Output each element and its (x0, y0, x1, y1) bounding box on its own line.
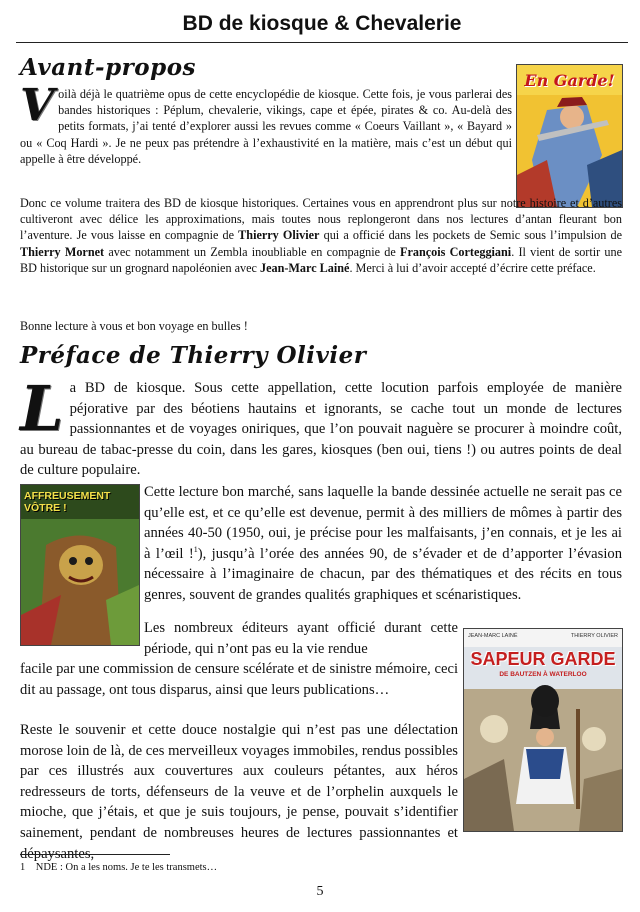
preface-p2-text: Cette lecture bon marché, sans laquelle la bande dessinée actuelle ne serait pas ce qu’elle est, et ce qu’elle est devenue, permit à des milliers de mômes à partir des années 40-50 (1950, oui, je précise pour les malfaisants, j’en connais, et je les ai à l’œil ! (144, 484, 622, 562)
preface-p2-text-b: ), jusqu’à l’orée des années 90, de s’évader et de d’apporter l’évasion nécessaire à l’imaginaire de chacun, par des thématiques et des récits en tous genres, souvent de grandes qualités graphiques et scénaristiques. (144, 545, 622, 603)
footnote-ref: 1 (193, 544, 198, 554)
avant-propos-dropcap: V (20, 80, 55, 131)
page-number: 5 (316, 884, 324, 899)
preface-dropcap: L (20, 372, 64, 445)
cover-en-garde (516, 64, 623, 208)
cover-sapeur-author1: JEAN-MARC LAINÉ (468, 633, 518, 639)
cover-en-garde-title: En Garde! (524, 71, 615, 90)
preface-p4: Reste le souvenir et cette douce nostalgie qui n’est pas une délectation morose loin de là, de ces merveilleux voyages immobiles, rendus possibles par ces illustrés aux couvertures aux couleurs pétantes, aux héros redresseurs de torts, défenseurs de la veuve et de l’orphelin auxquels le mioche, que j’étais, et que je suis toujours, je pense, pouvait s’identifier sainement, pendant de nombreuses heures de lectures passionnantes et dépaysantes, (20, 722, 458, 862)
preface-p1-text: a BD de kiosque. Sous cette appellation, cette locution parfois employée de manière péjorative par des béotiens hautains et ignorants, se cache tout un monde de lectures passionnantes et de voyages oniriques, que l’on pouvait naguère se procurer à moindre coût, au bureau de tabac-presse du coin, dans les gares, kiosques (ben oui, tiens !) ou autres points de deal de culture populaire. (20, 380, 622, 479)
footnote-rule (20, 854, 170, 855)
header-rule (16, 42, 628, 43)
name-thierry-mornet: Thierry Mornet (20, 244, 105, 259)
preface-p2 (144, 482, 622, 606)
avant-propos-p2-b: qui a officié dans les pockets de Semic sous l’impulsion de (319, 228, 623, 243)
cover-affreusement-title: AFFREUSEMENT VÔTRE ! (24, 490, 111, 514)
avant-propos-p3: Bonne lecture à vous et bon voyage en bulles ! (20, 319, 248, 333)
name-francois-corteggiani: François Corteggiani (400, 244, 512, 259)
cover-sapeur-title: SAPEUR GARDE (470, 649, 616, 669)
avant-propos-p1 (20, 80, 512, 167)
avant-propos-title: Avant-propos (20, 54, 196, 81)
preface-p3a: Les nombreux éditeurs ayant officié durant cette période, qui n’ont pas eu la vie rendue (144, 620, 458, 657)
cover-sapeur-subtitle: DE BAUTZEN À WATERLOO (499, 671, 587, 678)
avant-propos-p2-e: . Merci à lui d’avoir accepté d’écrire cette préface. (349, 260, 596, 275)
preface-p1 (20, 372, 622, 481)
avant-propos-p2 (20, 195, 622, 276)
name-jean-marc-laine: Jean-Marc Lainé (259, 260, 350, 275)
avant-propos-p1-text: oilà déjà le quatrième opus de cette encyclopédie de kiosque. Cette fois, je vous parlerai des bandes historiques : Péplum, chevalerie, vikings, cape et épée, pirates & co. Au-delà des petits formats, j’ai tenté d’explorer aussi les revues comme « Coeurs Vaillant », « Bayard » ou « Coq Hardi ». Je ne peux pas prétendre à l’exhaustivité en la matière, mais c’est un début qui appelle à être développé. (20, 87, 512, 166)
header-title: BD de kiosque & Chevalerie (182, 12, 462, 35)
cover-affreusement (20, 484, 140, 646)
footnote-number: 1 (20, 862, 26, 873)
name-thierry-olivier: Thierry Olivier (238, 228, 320, 243)
cover-sapeur-author2: THIERRY OLIVIER (570, 633, 618, 639)
footnote-text: NDE : On a les noms. Je te les transmets… (35, 862, 218, 873)
avant-propos-p2-a: Donc ce volume traitera des BD de kiosque historiques. Certaines vous en apprendront plus sur notre histoire et d’autres cultiveront avec délice les approximations, mais toutes nous replongeront dans nos lectures d’antan fleurant bon l’aventure. Je vous laisse en compagnie de (20, 196, 622, 243)
avant-propos-p2-c: avec notamment un Zembla inoubliable en compagnie de (104, 244, 400, 259)
cover-sapeur-garde (463, 628, 623, 832)
footnote (20, 862, 217, 873)
avant-propos-p2-d: . Il vient de sortir une BD historique sur un grognard napoléonien avec (20, 244, 622, 275)
preface-p3b: facile par une commission de censure scélérate et de sinistre mémoire, ceci dit au passage, ont tous disparus, ainsi que leurs publications… (20, 661, 458, 698)
preface-title: Préface de Thierry Olivier (20, 342, 367, 369)
